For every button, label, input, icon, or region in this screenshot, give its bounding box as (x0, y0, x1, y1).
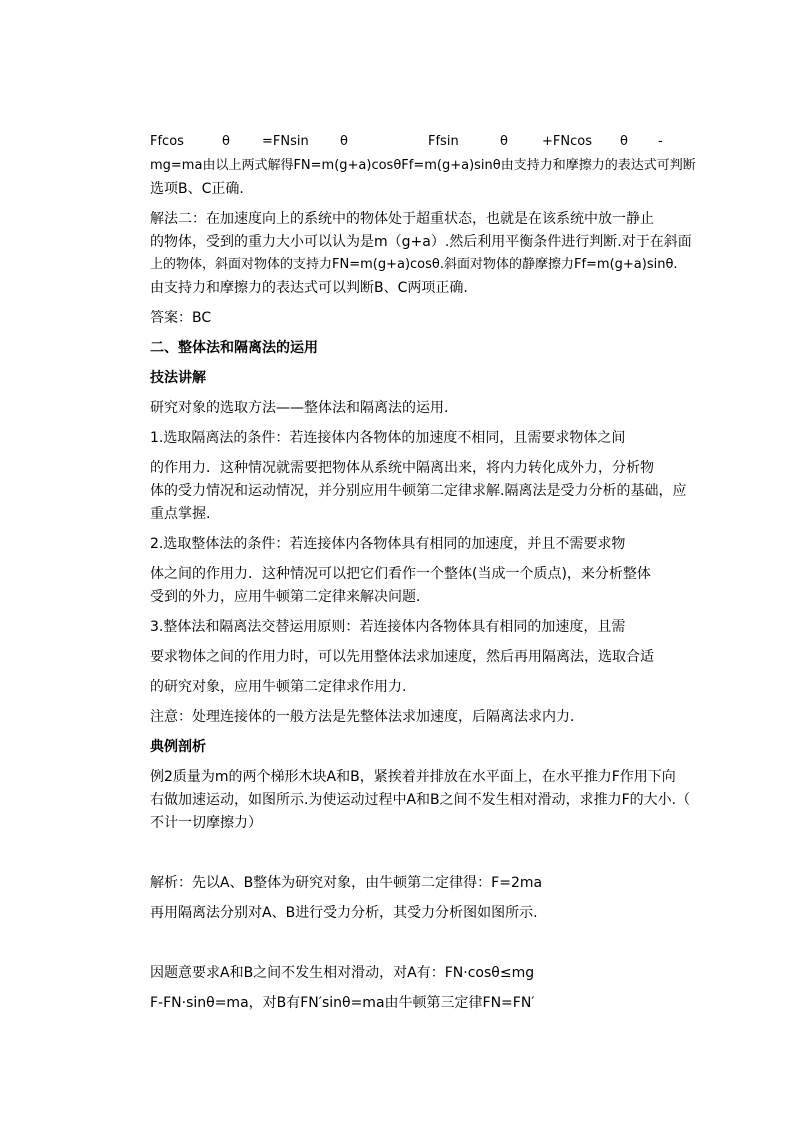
text-line: 的作用力．这种情况就需要把物体从系统中隔离出来，将内力转化成外力，分析物 (150, 460, 654, 476)
text-line: mg=ma由以上两式解得FN=m(g+a)cosθFf=m(g+a)sinθ由支持力和摩擦力的表达式可判断 (150, 158, 696, 173)
text-line: 的物体，受到的重力大小可以认为是m（g+a）.然后利用平衡条件进行判断.对于在斜面 (150, 234, 692, 250)
equation-term: Ffcos (150, 134, 184, 149)
text-line: F-FN·sinθ=ma，对B有FN′sinθ=ma由牛顿第三定律FN=FN′ (150, 995, 535, 1011)
subsection-heading: 技法讲解 (150, 370, 206, 386)
equation-term: - (658, 134, 663, 149)
text-line: 3.整体法和隔离法交替运用原则：若连接体内各物体具有相同的加速度，且需 (150, 619, 626, 635)
text-line: 选项B、C正确. (150, 181, 244, 197)
equation-term: θ (340, 134, 348, 149)
answer-line: 答案：BC (150, 310, 212, 326)
equation-term: Ffsin (428, 134, 459, 149)
text-line: 上的物体，斜面对物体的支持力FN=m(g+a)cosθ.斜面对物体的静摩擦力Ff=m(g+a)sinθ. (150, 257, 678, 272)
equation-term: +FNcos (542, 134, 592, 149)
text-line: 解法二：在加速度向上的系统中的物体处于超重状态，也就是在该系统中放一静止 (150, 211, 654, 227)
text-line: 的研究对象，应用牛顿第二定律求作用力. (150, 679, 407, 695)
text-line: 因题意要求A和B之间不发生相对滑动，对A有：FN·cosθ≤mg (150, 965, 535, 981)
text-line: 1.选取隔离法的条件：若连接体内各物体的加速度不相同，且需要求物体之间 (150, 430, 626, 446)
section-heading: 二、整体法和隔离法的运用 (150, 340, 318, 356)
subsection-heading: 典例剖析 (150, 739, 206, 755)
text-line: 解析：先以A、B整体为研究对象，由牛顿第二定律得：F=2ma (150, 875, 543, 891)
text-line: 体之间的作用力．这种情况可以把它们看作一个整体(当成一个质点)，来分析整体 (150, 566, 651, 582)
note-line: 注意：处理连接体的一般方法是先整体法求加速度，后隔离法求内力． (150, 709, 584, 725)
text-line: 例2质量为m的两个梯形木块A和B，紧挨着并排放在水平面上，在水平推力F作用下向 (150, 769, 676, 785)
text-line: 体的受力情况和运动情况，并分别应用牛顿第二定律求解.隔离法是受力分析的基础，应 (150, 483, 687, 499)
equation-term: =FNsin (262, 134, 309, 149)
text-line: 2.选取整体法的条件：若连接体内各物体具有相同的加速度，并且不需要求物 (150, 536, 626, 552)
equation-line (150, 134, 670, 152)
equation-term: θ (620, 134, 628, 149)
text-line: 由支持力和摩擦力的表达式可以判断B、C两项正确. (150, 280, 468, 296)
text-line: 重点掌握. (150, 506, 211, 522)
text-line: 受到的外力，应用牛顿第二定律来解决问题． (150, 589, 430, 605)
text-line: 右做加速运动，如图所示.为使运动过程中A和B之间不发生相对滑动，求推力F的大小.（ (150, 792, 691, 808)
equation-term: θ (222, 134, 230, 149)
equation-term: θ (500, 134, 508, 149)
text-line: 再用隔离法分别对A、B进行受力分析，其受力分析图如图所示. (150, 905, 538, 921)
text-line: 不计一切摩擦力） (150, 815, 262, 831)
text-line: 要求物体之间的作用力时，可以先用整体法求加速度，然后再用隔离法，选取合适 (150, 649, 654, 665)
text-line: 研究对象的选取方法——整体法和隔离法的运用. (150, 400, 449, 416)
